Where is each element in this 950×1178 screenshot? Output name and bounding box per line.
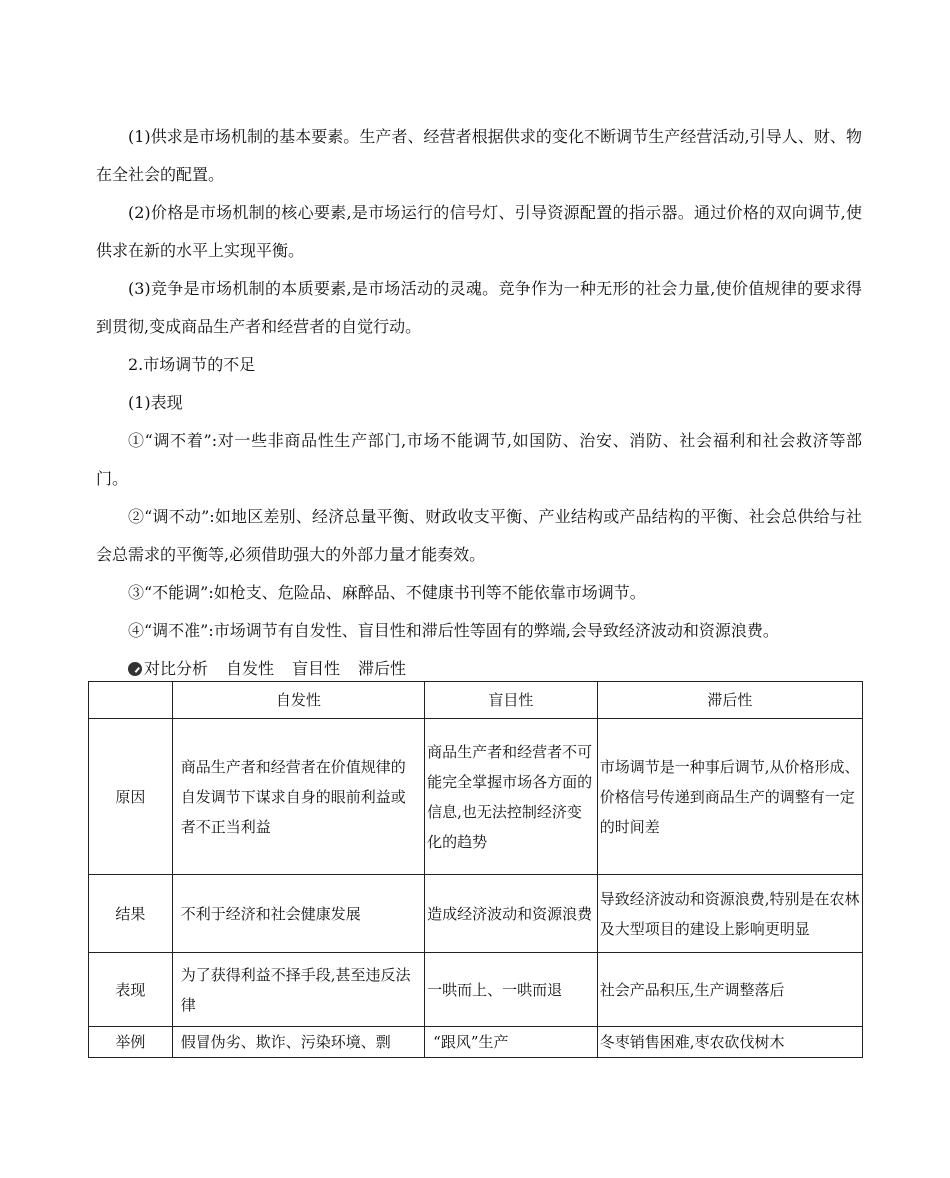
table-header-cell <box>89 682 173 719</box>
comparison-label: 对比分析 <box>144 659 209 678</box>
row-label: 表现 <box>89 953 173 1027</box>
table-row <box>89 719 863 875</box>
table-cell: 冬枣销售困难,枣农砍伐树木 <box>597 1027 862 1058</box>
table-header-cell: 盲目性 <box>425 682 598 719</box>
table-cell: “跟风”生产 <box>425 1027 598 1058</box>
table-row <box>89 875 863 953</box>
comparison-term: 滞后性 <box>358 659 407 678</box>
table-cell: 商品生产者和经营者不可能完全掌握市场各方面的信息,也无法控制经济变化的趋势 <box>425 719 598 875</box>
paragraph-price: (2)价格是市场机制的核心要素,是市场运行的信号灯、引导资源配置的指示器。通过价格的双向调节,使供求在新的水平上实现平衡。 <box>96 203 862 260</box>
check-badge-icon <box>128 662 142 676</box>
row-label: 结果 <box>89 875 173 953</box>
section-heading: 2.市场调节的不足 <box>128 355 256 374</box>
row-label: 原因 <box>89 719 173 875</box>
table-cell: 造成经济波动和资源浪费 <box>425 875 598 953</box>
table-cell: 导致经济波动和资源浪费,特别是在农林及大型项目的建设上影响更明显 <box>597 875 862 953</box>
list-item: ④“调不准”:市场调节有自发性、盲目性和滞后性等固有的弊端,会导致经济波动和资源浪费。 <box>128 621 779 640</box>
table-cell: 商品生产者和经营者在价值规律的自发调节下谋求自身的眼前利益或者不正当利益 <box>172 719 424 875</box>
comparison-term: 自发性 <box>226 659 275 678</box>
list-item: ③“不能调”:如枪支、危险品、麻醉品、不健康书刊等不能依靠市场调节。 <box>128 583 646 602</box>
table-header-row <box>89 682 863 719</box>
table-cell: 假冒伪劣、欺诈、污染环境、剽 <box>172 1027 424 1058</box>
document-body <box>96 118 862 688</box>
comparison-term: 盲目性 <box>292 659 341 678</box>
list-item: ②“调不动”:如地区差别、经济总量平衡、财政收支平衡、产业结构或产品结构的平衡、社会总供给与社会总需求的平衡等,必须借助强大的外部力量才能奏效。 <box>96 507 862 564</box>
table-row <box>89 1027 863 1058</box>
paragraph-supply-demand: (1)供求是市场机制的基本要素。生产者、经营者根据供求的变化不断调节生产经营活动,引导人、财、物在全社会的配置。 <box>96 127 862 184</box>
row-label: 举例 <box>89 1027 173 1058</box>
table-cell: 一哄而上、一哄而退 <box>425 953 598 1027</box>
subsection-heading: (1)表现 <box>128 393 183 412</box>
comparison-table <box>88 681 863 1058</box>
table-header-cell: 滞后性 <box>597 682 862 719</box>
table-cell: 社会产品积压,生产调整落后 <box>597 953 862 1027</box>
table-cell: 为了获得利益不择手段,甚至违反法律 <box>172 953 424 1027</box>
paragraph-competition: (3)竞争是市场机制的本质要素,是市场活动的灵魂。竞争作为一种无形的社会力量,使价值规律的要求得到贯彻,变成商品生产者和经营者的自觉行动。 <box>96 279 862 336</box>
table-cell: 不利于经济和社会健康发展 <box>172 875 424 953</box>
table-cell: 市场调节是一种事后调节,从价格形成、价格信号传递到商品生产的调整有一定的时间差 <box>597 719 862 875</box>
table-row <box>89 953 863 1027</box>
table-header-cell: 自发性 <box>172 682 424 719</box>
list-item: ①“调不着”:对一些非商品性生产部门,市场不能调节,如国防、治安、消防、社会福利和社会救济等部门。 <box>96 431 862 488</box>
